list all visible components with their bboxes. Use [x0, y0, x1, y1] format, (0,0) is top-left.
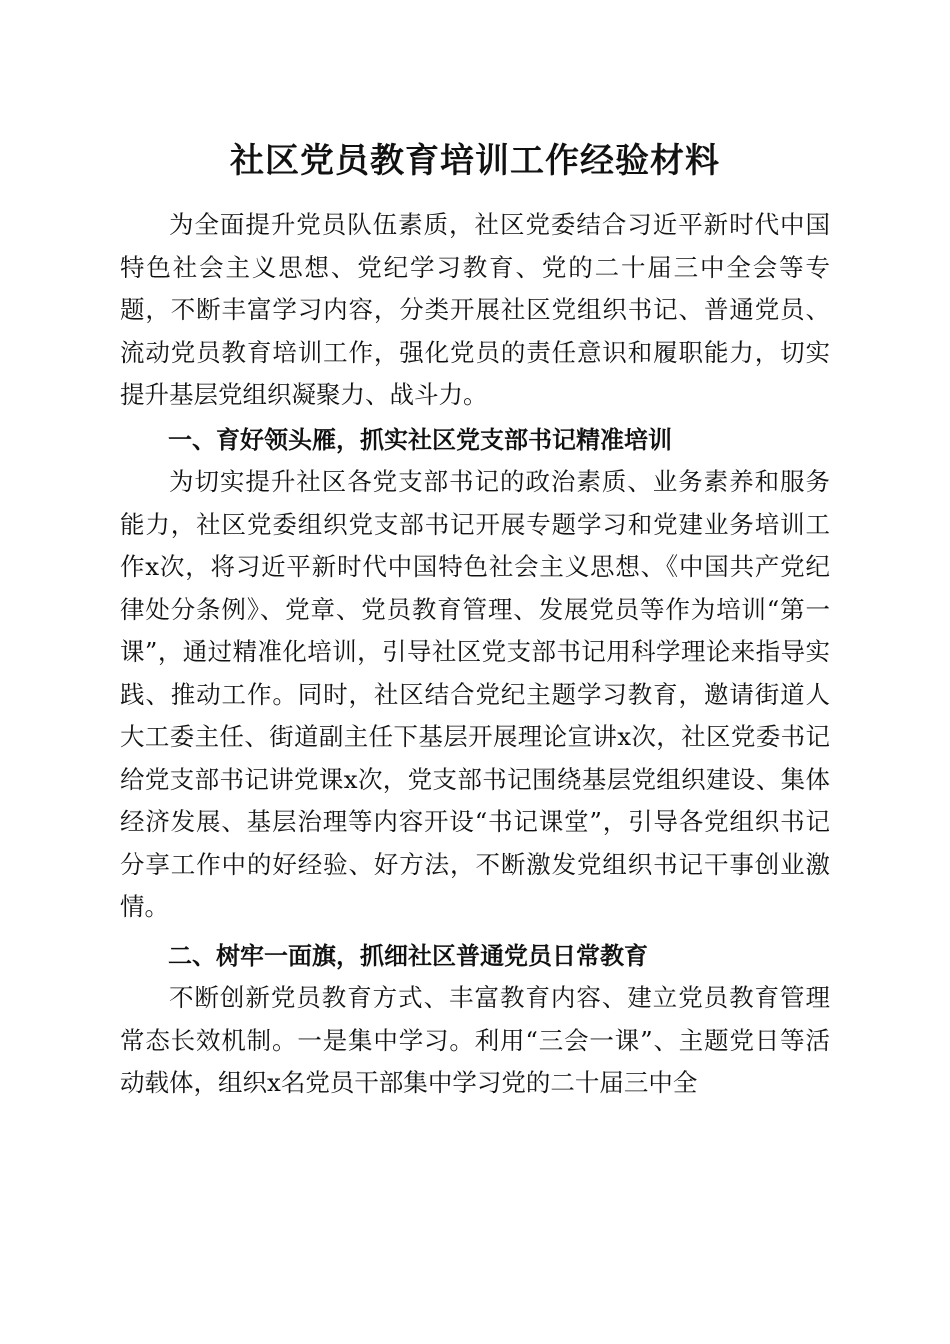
section-heading-2: 二、树牢一面旗，抓细社区普通党员日常教育: [168, 941, 648, 970]
document-title: 社区党员教育培训工作经验材料: [230, 141, 720, 181]
section-heading-1: 一、育好领头雁，抓实社区党支部书记精准培训: [168, 425, 672, 454]
section-paragraph-1: 为切实提升社区各党支部书记的政治素质、业务素养和服务能力，社区党委组织党支部书记开展专题学习和党建业务培训工作x次，将习近平新时代中国特色社会主义思想、《中国共产党纪律处分条例》、党章、党员教育管理、发展党员等作为培训“第一课”，通过精准化培训，引导社区党支部书记用科学理论来指导实践、推动工作。同时，社区结合党纪主题学习教育，邀请街道人大工委主任、街道副主任下基层开展理论宣讲x次，社区党委书记给党支部书记讲党课x次，党支部书记围绕基层党组织建设、集体经济发展、基层治理等内容开设“书记课堂”，引导各党组织书记分享工作中的好经验、好方法，不断激发党组织书记干事创业激情。: [120, 467, 830, 921]
intro-paragraph: 为全面提升党员队伍素质，社区党委结合习近平新时代中国特色社会主义思想、党纪学习教育、党的二十届三中全会等专题，不断丰富学习内容，分类开展社区党组织书记、普通党员、流动党员教育培训工作，强化党员的责任意识和履职能力，切实提升基层党组织凝聚力、战斗力。: [120, 210, 830, 409]
section-paragraph-2: 不断创新党员教育方式、丰富教育内容、建立党员教育管理常态长效机制。一是集中学习。利用“三会一课”、主题党日等活动载体，组织x名党员干部集中学习党的二十届三中全: [120, 983, 830, 1097]
document-body: [120, 204, 830, 1105]
